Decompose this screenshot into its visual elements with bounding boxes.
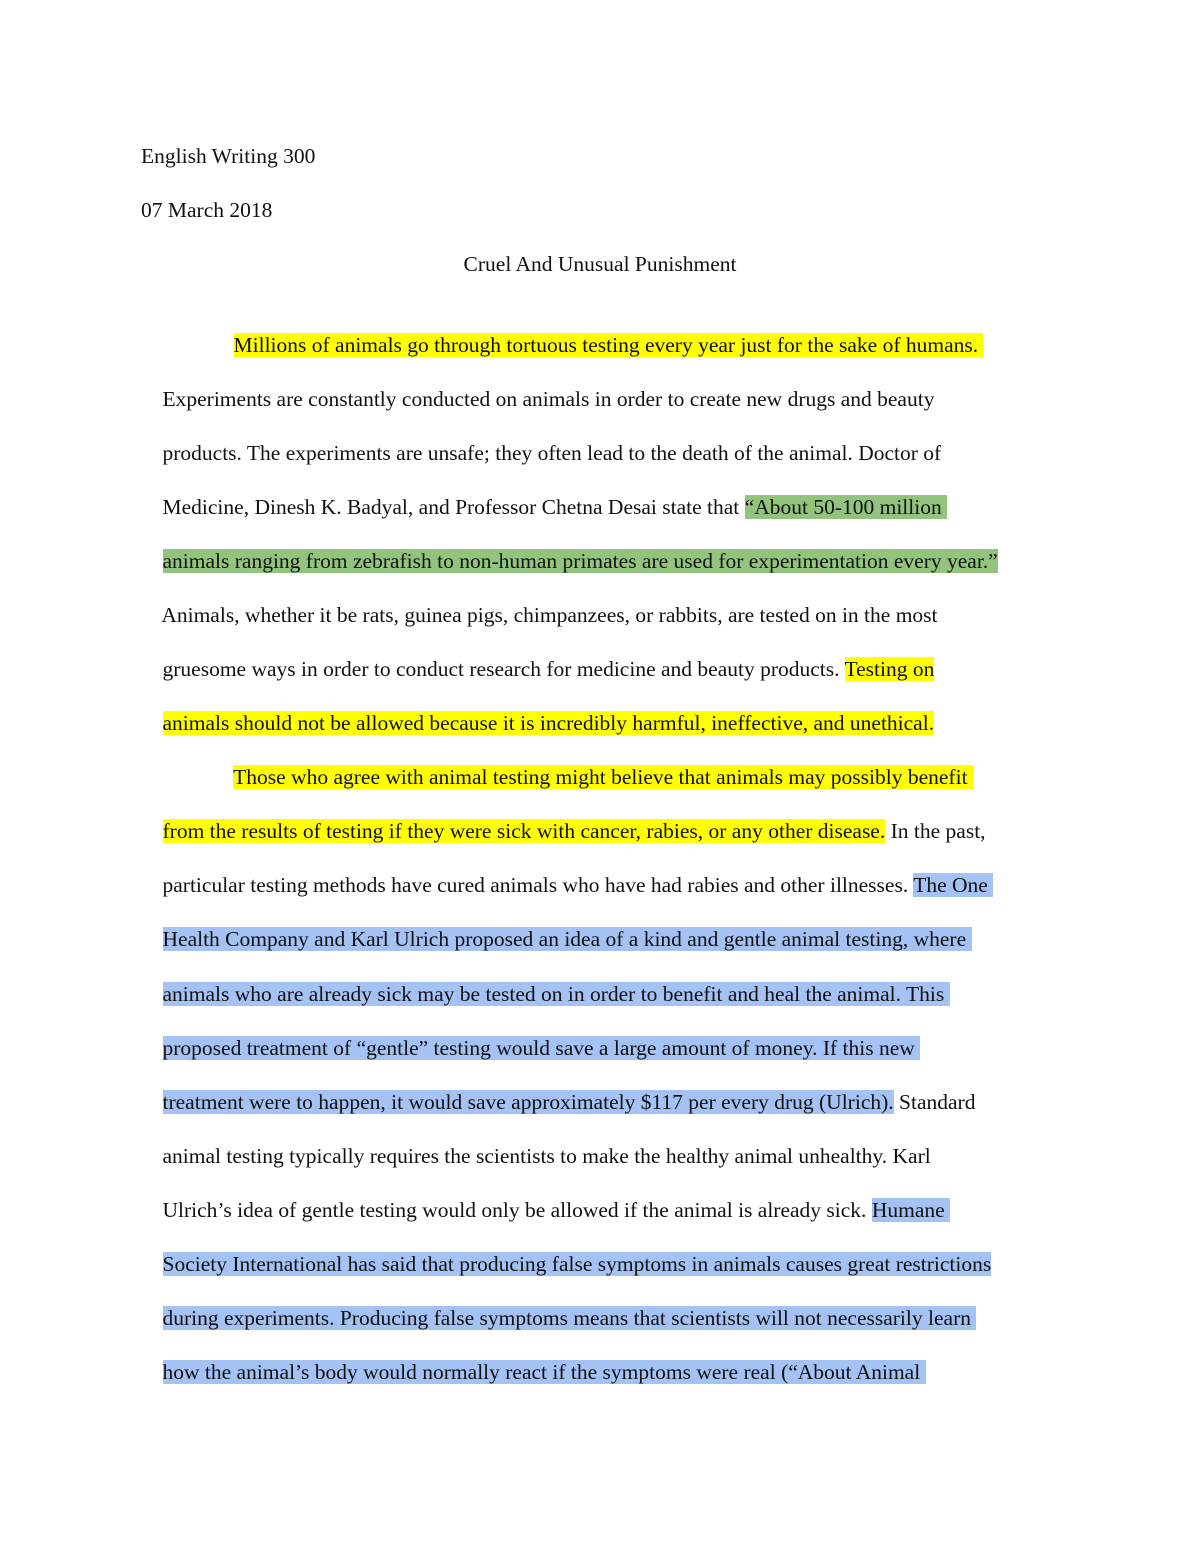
body-text: In the past,	[885, 819, 986, 843]
body-line	[141, 468, 948, 519]
highlighted-text: Health Company and Karl Ulrich proposed an idea of a kind and gentle animal testing, where	[162, 927, 972, 951]
highlighted-text: Millions of animals go through tortuous testing every year just for the sake of humans.	[233, 333, 984, 357]
body-line	[141, 792, 986, 843]
highlighted-text: animals who are already sick may be tested on in order to benefit and heal the animal. This	[162, 982, 950, 1006]
body-line	[141, 1009, 921, 1060]
body-line	[141, 684, 935, 735]
body-line	[141, 1225, 992, 1276]
body-line	[212, 738, 973, 789]
body-line	[141, 1171, 951, 1222]
highlighted-text: proposed treatment of “gentle” testing would save a large amount of money. If this new	[162, 1036, 921, 1060]
course-name: English Writing 300	[141, 144, 316, 168]
body-line	[141, 1279, 977, 1330]
highlighted-text: animals should not be allowed because it is incredibly harmful, ineffective, and unethical.	[162, 711, 935, 735]
document-date: 07 March 2018	[141, 198, 273, 222]
highlighted-text: how the animal’s body would normally react if the symptoms were real (“About Animal	[162, 1360, 926, 1384]
body-text: Ulrich’s idea of gentle testing would only be allowed if the animal is already sick.	[162, 1198, 872, 1222]
body-line	[141, 846, 994, 897]
highlighted-text: Those who agree with animal testing might believe that animals may possibly benefit	[233, 765, 973, 789]
body-line	[141, 630, 935, 681]
highlighted-quote: animals ranging from zebrafish to non-human primates are used for experimentation every year.”	[162, 549, 998, 573]
body-line	[141, 1117, 931, 1168]
body-line	[141, 522, 998, 573]
highlighted-text: from the results of testing if they were sick with cancer, rabies, or any other disease.	[162, 819, 886, 843]
body-text: Medicine, Dinesh K. Badyal, and Professor Chetna Desai state that	[162, 495, 745, 519]
body-line	[141, 1333, 926, 1384]
body-line	[141, 900, 972, 951]
body-text: Animals, whether it be rats, guinea pigs, chimpanzees, or rabbits, are tested on in the most	[161, 603, 938, 627]
highlighted-text: Society International has said that producing false symptoms in animals causes great restrictions	[162, 1252, 992, 1276]
document-title: Cruel And Unusual Punishment	[463, 252, 737, 276]
body-text: animal testing typically requires the scientists to make the healthy animal unhealthy. Karl	[162, 1144, 931, 1168]
body-line	[141, 1063, 976, 1114]
body-text: Standard	[893, 1090, 976, 1114]
body-text: products. The experiments are unsafe; they often lead to the death of the animal. Doctor of	[162, 441, 942, 465]
highlighted-text: Testing on	[844, 657, 935, 681]
highlighted-text: The One	[913, 873, 994, 897]
body-line	[141, 955, 950, 1006]
body-text: particular testing methods have cured animals who have had rabies and other illnesses.	[162, 873, 914, 897]
body-line	[212, 306, 984, 357]
body-line	[141, 414, 942, 465]
body-line	[141, 576, 938, 627]
body-text: gruesome ways in order to conduct research for medicine and beauty products.	[162, 657, 845, 681]
highlighted-text: treatment were to happen, it would save approximately $117 per every drug (Ulrich).	[162, 1090, 894, 1114]
highlighted-text: Humane	[871, 1198, 951, 1222]
body-text: Experiments are constantly conducted on animals in order to create new drugs and beauty	[162, 387, 935, 411]
highlighted-text: during experiments. Producing false symptoms means that scientists will not necessarily learn	[162, 1306, 977, 1330]
body-line	[141, 360, 935, 411]
highlighted-quote: “About 50-100 million	[744, 495, 948, 519]
